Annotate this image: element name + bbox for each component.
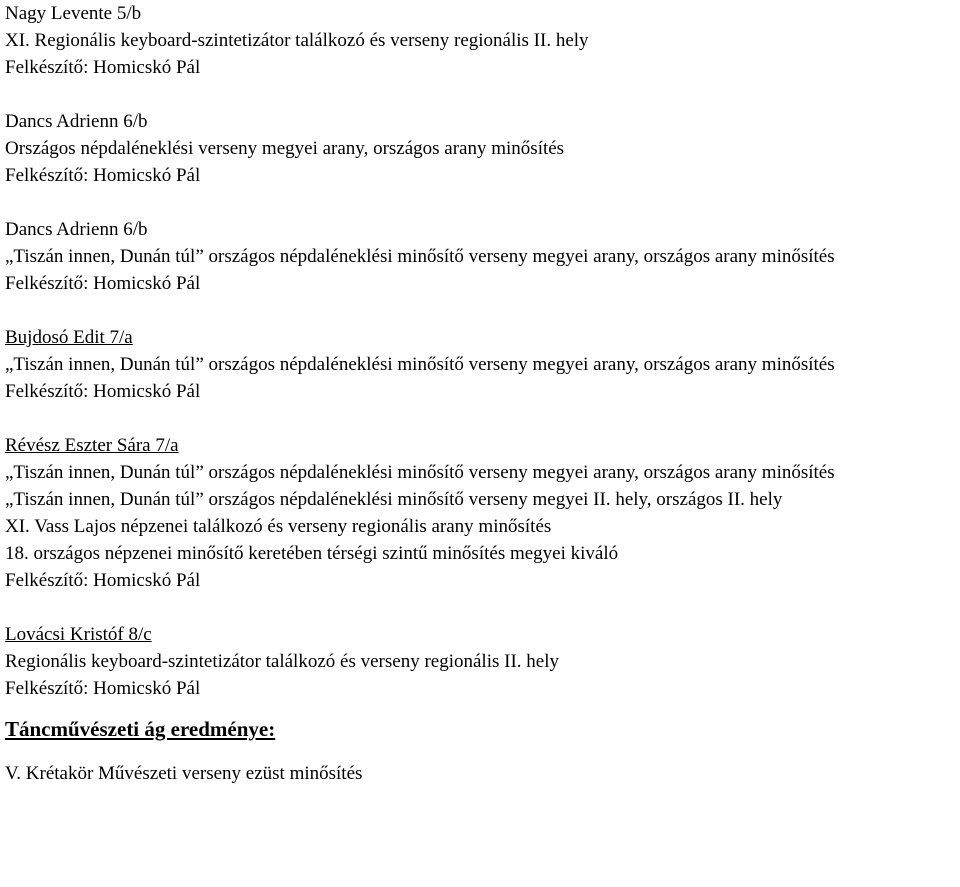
teacher-line: Felkészítő: Homicskó Pál bbox=[5, 165, 201, 186]
result-entry bbox=[5, 216, 957, 297]
student-name: Lovácsi Kristóf 8/c bbox=[5, 624, 152, 645]
result-entry bbox=[5, 432, 957, 594]
student-name: Dancs Adrienn 6/b bbox=[5, 219, 148, 240]
result-entry bbox=[5, 621, 957, 702]
teacher-line: Felkészítő: Homicskó Pál bbox=[5, 273, 201, 294]
student-name: Révész Eszter Sára 7/a bbox=[5, 435, 179, 456]
result-line: „Tiszán innen, Dunán túl” országos népdaléneklési minősítő verseny megyei arany, országos arany minősítés bbox=[5, 354, 835, 375]
teacher-line: Felkészítő: Homicskó Pál bbox=[5, 678, 201, 699]
teacher-line: Felkészítő: Homicskó Pál bbox=[5, 570, 201, 591]
result-line: XI. Regionális keyboard-szintetizátor találkozó és verseny regionális II. hely bbox=[5, 30, 589, 51]
document-page bbox=[5, 0, 957, 787]
result-line: „Tiszán innen, Dunán túl” országos népdaléneklési minősítő verseny megyei arany, országos arany minősítés bbox=[5, 462, 835, 483]
student-name: Nagy Levente 5/b bbox=[5, 3, 142, 24]
result-line: XI. Vass Lajos népzenei találkozó és verseny regionális arany minősítés bbox=[5, 516, 552, 537]
result-line: „Tiszán innen, Dunán túl” országos népdaléneklési minősítő verseny megyei II. hely, országos II. hely bbox=[5, 489, 783, 510]
result-entry bbox=[5, 0, 957, 81]
student-name: Bujdosó Edit 7/a bbox=[5, 327, 133, 348]
section-result-line: V. Krétakör Művészeti verseny ezüst minősítés bbox=[5, 763, 363, 784]
result-line: „Tiszán innen, Dunán túl” országos népdaléneklési minősítő verseny megyei arany, országos arany minősítés bbox=[5, 246, 835, 267]
teacher-line: Felkészítő: Homicskó Pál bbox=[5, 381, 201, 402]
result-entry bbox=[5, 108, 957, 189]
result-line: Országos népdaléneklési verseny megyei arany, országos arany minősítés bbox=[5, 138, 565, 159]
teacher-line: Felkészítő: Homicskó Pál bbox=[5, 57, 201, 78]
result-entry bbox=[5, 324, 957, 405]
result-line: 18. országos népzenei minősítő keretében térségi szintű minősítés megyei kiváló bbox=[5, 543, 619, 564]
result-line: Regionális keyboard-szintetizátor találkozó és verseny regionális II. hely bbox=[5, 651, 559, 672]
student-name: Dancs Adrienn 6/b bbox=[5, 111, 148, 132]
section-heading: Táncművészeti ág eredménye: bbox=[5, 717, 276, 741]
